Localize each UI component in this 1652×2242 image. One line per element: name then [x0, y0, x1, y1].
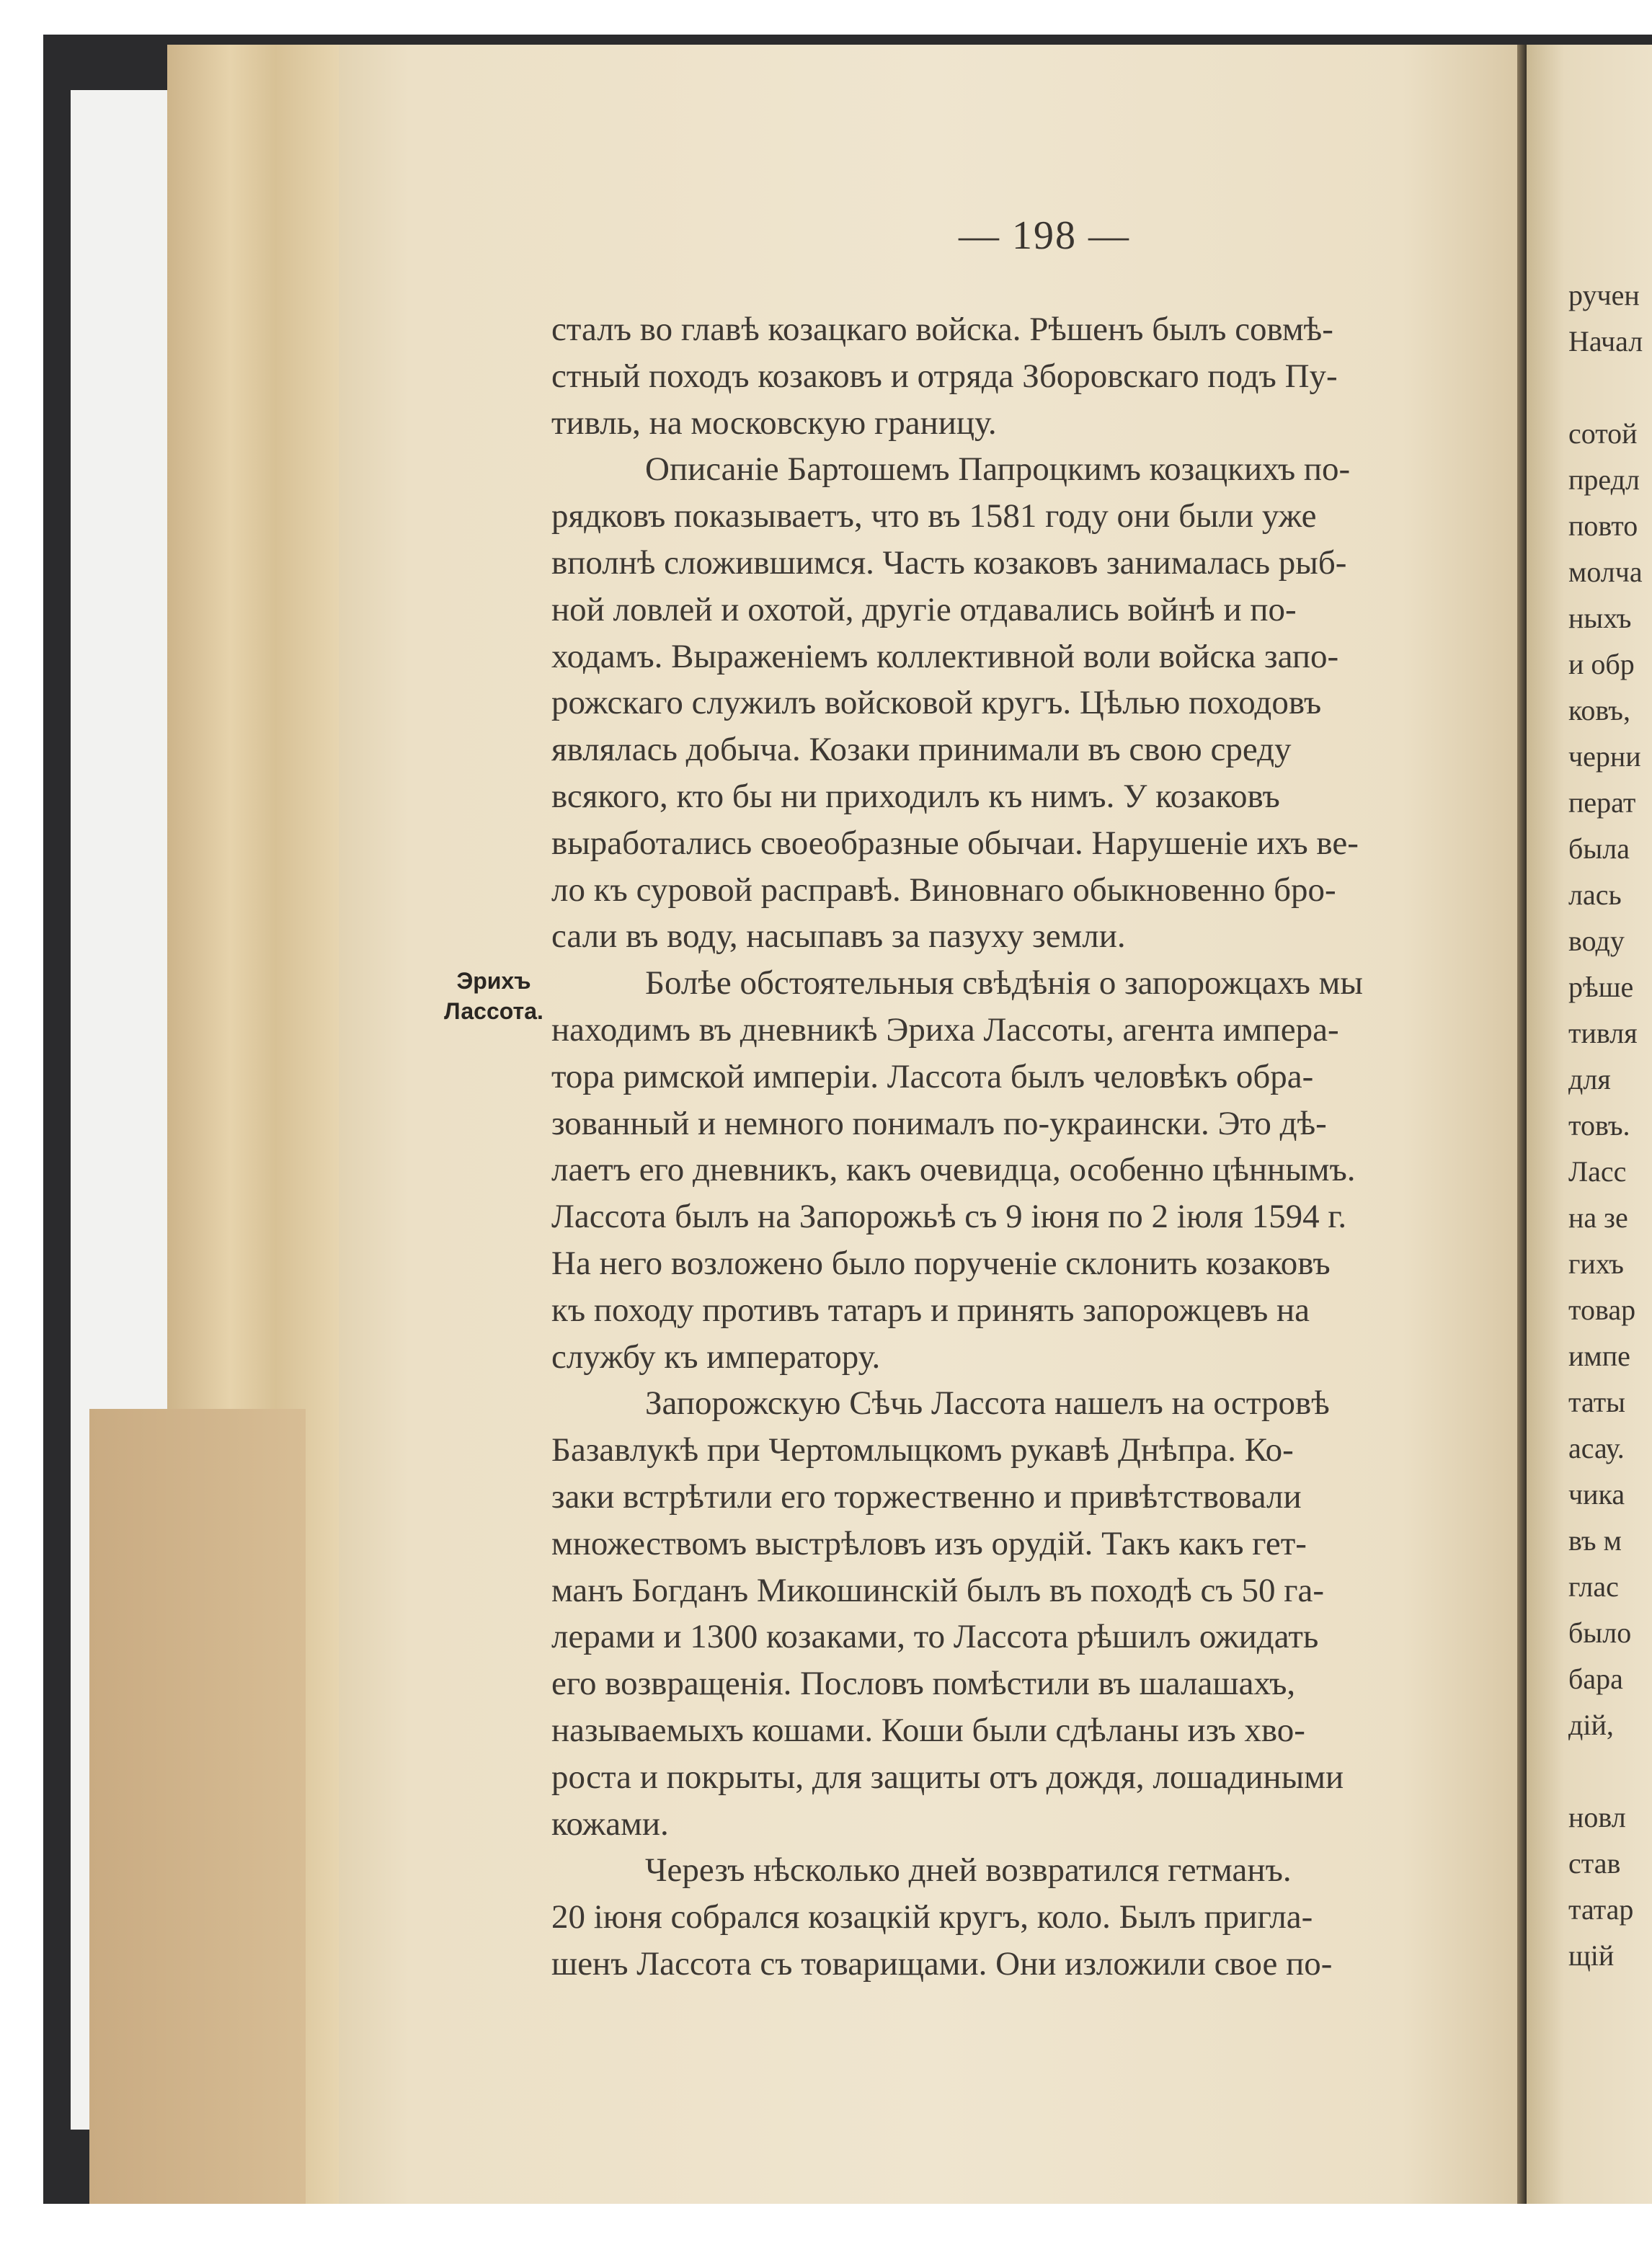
text-line: Лассота былъ на Запорожьѣ съ 9 iюня по 2 iюля 1594 г. — [551, 1198, 1347, 1236]
margin-note-line: Лассота. — [444, 998, 543, 1024]
text-line: Болѣе обстоятельныя свѣдѣнiя о запорожцахъ мы — [645, 964, 1363, 1002]
text-line: тора римской имперiи. Лассота былъ человѣкъ обра- — [551, 1057, 1314, 1095]
right-text-line: глас — [1568, 1570, 1619, 1603]
right-text-line: на зе — [1568, 1201, 1628, 1234]
text-line: Описанiе Бартошемъ Папроцкимъ козацкихъ по- — [645, 450, 1351, 489]
right-text-line — [1568, 1748, 1652, 1794]
margin-note — [432, 966, 555, 1026]
page-number: — 198 — — [959, 213, 1130, 258]
right-page-text — [1568, 272, 1652, 1979]
right-text-line: бара — [1568, 1663, 1623, 1695]
right-text-line: Ласс — [1568, 1155, 1627, 1188]
right-text-line: тивля — [1568, 1017, 1638, 1049]
right-text-line: чика — [1568, 1478, 1625, 1511]
right-text-line: была — [1568, 832, 1630, 865]
text-line: службу къ императору. — [551, 1338, 881, 1376]
right-text-line: лась — [1568, 878, 1622, 911]
text-line: всякого, кто бы ни приходилъ къ нимъ. У козаковъ — [551, 777, 1280, 815]
right-text-line: гихъ — [1568, 1247, 1624, 1280]
text-line: рожскаго служилъ войсковой кругъ. Цѣлью походовъ — [551, 684, 1322, 722]
right-text-line: и обр — [1568, 648, 1635, 680]
text-line: Запорожскую Сѣчь Лассота нашелъ на островѣ — [645, 1384, 1330, 1423]
text-line: манъ Богданъ Микошинскiй былъ въ походѣ съ 50 га- — [551, 1571, 1324, 1609]
text-line: ходамъ. Выраженiемъ коллективной воли войска запо- — [551, 637, 1339, 675]
text-line: лерами и 1300 козаками, то Лассота рѣшилъ ожидать — [551, 1618, 1319, 1656]
right-text-line: ныхъ — [1568, 602, 1632, 634]
right-text-line — [1568, 365, 1652, 411]
text-line: называемыхъ кошами. Коши были сдѣланы изъ хво- — [551, 1711, 1305, 1749]
right-text-line: рѣше — [1568, 971, 1634, 1003]
text-line: лаетъ его дневникъ, какъ очевидца, особенно цѣннымъ. — [551, 1151, 1356, 1189]
right-text-line: было — [1568, 1616, 1632, 1649]
right-text-line: черни — [1568, 740, 1641, 773]
right-text-line: новл — [1568, 1801, 1626, 1833]
margin-note-line: Эрихъ — [456, 968, 531, 994]
right-text-line: товъ. — [1568, 1109, 1630, 1142]
right-text-line: въ м — [1568, 1524, 1622, 1557]
text-line: ной ловлей и охотой, другiе отдавались войнѣ и по- — [551, 590, 1297, 628]
text-line: вполнѣ сложившимся. Часть козаковъ занималась рыб- — [551, 543, 1347, 582]
right-text-line: импе — [1568, 1340, 1630, 1372]
text-line: тивль, на московскую границу. — [551, 404, 997, 442]
right-text-line: Начал — [1568, 325, 1643, 357]
right-text-line: предл — [1568, 463, 1640, 496]
text-line: являлась добыча. Козаки принимали въ свою среду — [551, 731, 1292, 769]
right-text-line: молча — [1568, 556, 1643, 588]
right-text-line: перат — [1568, 786, 1636, 819]
text-line: шенъ Лассота съ товарищами. Они изложили свое по- — [551, 1944, 1333, 1983]
right-text-line: воду — [1568, 925, 1625, 957]
text-line: находимъ въ дневникѣ Эриха Лассоты, агента импера- — [551, 1010, 1339, 1049]
text-line: рядковъ показываетъ, что въ 1581 году они были уже — [551, 497, 1317, 535]
right-text-line: став — [1568, 1847, 1621, 1880]
right-text-line: повто — [1568, 510, 1638, 542]
right-text-line: товар — [1568, 1294, 1636, 1326]
text-line: множествомъ выстрѣловъ изъ орудiй. Такъ какъ гет- — [551, 1524, 1307, 1562]
text-line: кожами. — [551, 1805, 669, 1843]
text-line: Черезъ нѣсколько дней возвратился гетманъ. — [645, 1851, 1292, 1890]
text-line: къ походу противъ татаръ и принять запорожцевъ на — [551, 1291, 1310, 1329]
book-gutter — [1517, 45, 1527, 2204]
text-line: роста и покрыты, для защиты отъ дождя, лошадиными — [551, 1758, 1344, 1796]
text-line: Базавлукѣ при Чертомлыцкомъ рукавѣ Днѣпра. Ко- — [551, 1431, 1294, 1469]
text-line: зованный и немного понималъ по-украински. Это дѣ- — [551, 1104, 1327, 1142]
body-text — [551, 306, 1503, 1988]
right-text-line: дiй, — [1568, 1709, 1614, 1741]
text-line: сталъ во главѣ козацкаго войска. Рѣшенъ былъ совмѣ- — [551, 311, 1333, 348]
right-text-line: сотой — [1568, 417, 1638, 450]
text-line: сали въ воду, насыпавъ за пазуху земли. — [551, 917, 1126, 956]
right-text-line: ручен — [1568, 279, 1640, 311]
text-line: 20 iюня собрался козацкiй кругъ, коло. Былъ пригла- — [551, 1898, 1313, 1936]
text-line: На него возложено было порученiе склонить козаковъ — [551, 1244, 1331, 1282]
page-edges-lower — [89, 1409, 306, 2204]
text-line: ло къ суровой расправѣ. Виновнаго обыкновенно бро- — [551, 871, 1336, 909]
text-line: его возвращенiя. Пословъ помѣстили въ шалашахъ, — [551, 1665, 1296, 1703]
text-line: выработались своеобразные обычаи. Нарушенiе ихъ ве- — [551, 824, 1359, 862]
right-text-line: таты — [1568, 1386, 1626, 1418]
text-line: заки встрѣтили его торжественно и привѣтствовали — [551, 1477, 1302, 1516]
text-line: стный походъ козаковъ и отряда Зборовскаго подъ Пу- — [551, 357, 1338, 395]
right-text-line: щiй — [1568, 1939, 1615, 1972]
right-text-line: асау. — [1568, 1432, 1625, 1464]
right-text-line: для — [1568, 1063, 1611, 1095]
right-text-line: татар — [1568, 1893, 1634, 1926]
right-text-line: ковъ, — [1568, 694, 1630, 726]
